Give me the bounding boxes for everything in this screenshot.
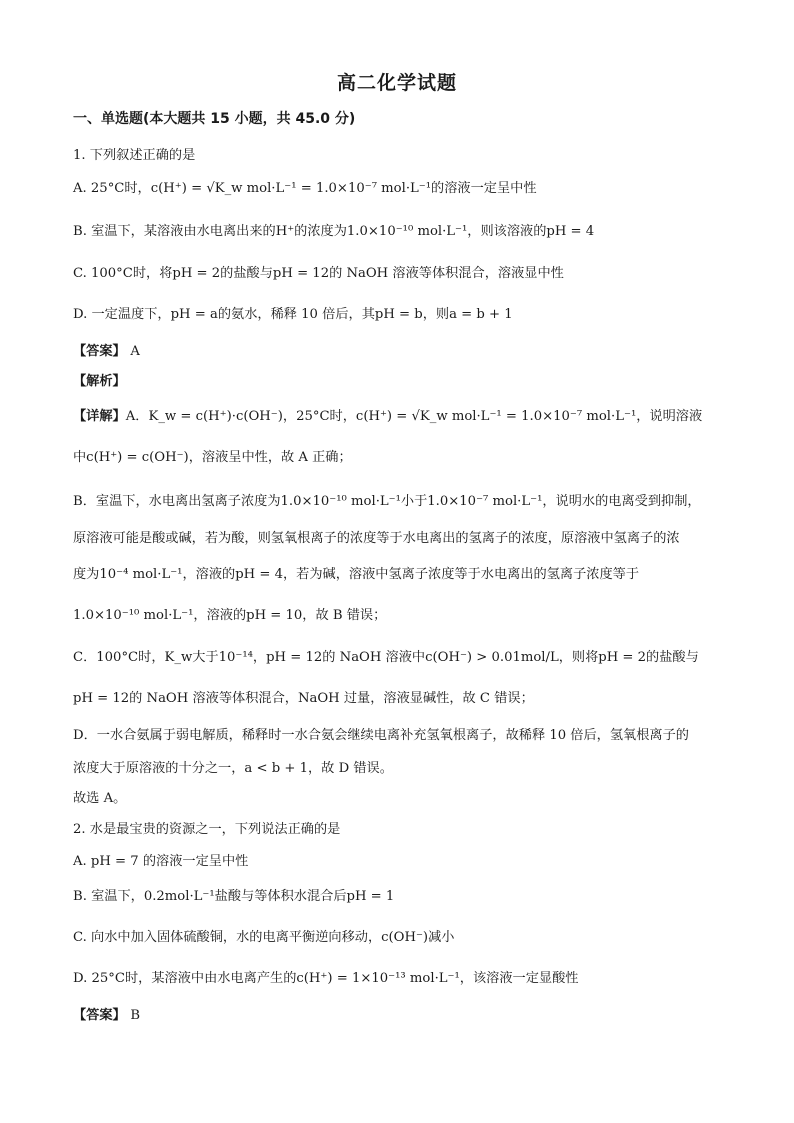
q2-option-d: D. 25°C时，某溶液中由水电离产生的c(H⁺) = 1×10⁻¹³ mol·L⁻¹，该溶液一定显酸性 (73, 971, 579, 986)
q1-detail-line-2: 中c(H⁺) = c(OH⁻)，溶液呈中性，故 A 正确； (73, 450, 352, 465)
q1-detail-line-8: pH = 12的 NaOH 溶液等体积混合，NaOH 过量，溶液显碱性，故 C 错误； (73, 691, 534, 706)
answer-label: 【答案】 (73, 1008, 126, 1023)
q1-option-b: B. 室温下，某溶液由水电离出来的H⁺的浓度为1.0×10⁻¹⁰ mol·L⁻¹，则该溶液的pH = 4 (73, 224, 595, 239)
q1-detail-line-6: 1.0×10⁻¹⁰ mol·L⁻¹，溶液的pH = 10，故 B 错误； (73, 608, 387, 623)
q1-conclusion: 故选 A。 (73, 791, 127, 806)
q1-detail-line-3: B．室温下，水电离出氢离子浓度为1.0×10⁻¹⁰ mol·L⁻¹小于1.0×10⁻⁷ mol·L⁻¹，说明水的电离受到抑制， (73, 494, 701, 509)
q1-detail-line-9: D．一水合氨属于弱电解质，稀释时一水合氨会继续电离补充氢氧根离子，故稀释 10 倍后，氢氧根离子的 (73, 728, 689, 743)
q1-detail-line-7: C．100°C时，K_w大于10⁻¹⁴，pH = 12的 NaOH 溶液中c(OH⁻) > 0.01mol/L，则将pH = 2的盐酸与 (73, 650, 699, 665)
answer-value: A (130, 344, 140, 359)
q1-option-d: D. 一定温度下，pH = a的氨水，稀释 10 倍后，其pH = b，则a = b + 1 (73, 307, 513, 322)
q1-detail-line-1 (73, 405, 702, 424)
q2-option-b: B. 室温下，0.2mol·L⁻¹盐酸与等体积水混合后pH = 1 (73, 889, 395, 904)
q1-stem: 1. 下列叙述正确的是 (73, 148, 196, 163)
q2-option-a: A. pH = 7 的溶液一定呈中性 (73, 854, 249, 869)
q1-detail-line-10: 浓度大于原溶液的十分之一，a < b + 1，故 D 错误。 (73, 761, 393, 776)
q1-analysis-label: 【解析】 (73, 374, 126, 389)
q1-option-a: A. 25°C时，c(H⁺) = √K_w mol·L⁻¹ = 1.0×10⁻⁷ mol·L⁻¹的溶液一定呈中性 (73, 181, 537, 196)
answer-value: B (130, 1008, 141, 1023)
q1-detail-line-5: 度为10⁻⁴ mol·L⁻¹，溶液的pH = 4，若为碱，溶液中氢离子浓度等于水电离出的氢离子浓度等于 (73, 567, 640, 582)
detail-label: 【详解】 (73, 409, 126, 424)
q1-detail-line-4: 原溶液可能是酸或碱，若为酸，则氢氧根离子的浓度等于水电离出的氢离子的浓度，原溶液中氢离子的浓 (73, 531, 680, 546)
answer-label: 【答案】 (73, 344, 126, 359)
q1-option-c: C. 100°C时，将pH = 2的盐酸与pH = 12的 NaOH 溶液等体积混合，溶液显中性 (73, 266, 564, 281)
section-heading: 一、单选题(本大题共 15 小题，共 45.0 分) (73, 111, 356, 127)
q2-answer (73, 1004, 140, 1023)
page-title: 高二化学试题 (336, 72, 457, 94)
q2-option-c: C. 向水中加入固体硫酸铜，水的电离平衡逆向移动，c(OH⁻)减小 (73, 930, 455, 945)
detail-text-1: A．K_w = c(H⁺)·c(OH⁻)，25°C时，c(H⁺) = √K_w mol·L⁻¹ = 1.0×10⁻⁷ mol·L⁻¹，说明溶液 (125, 409, 703, 424)
q1-answer (73, 340, 140, 359)
q2-stem: 2. 水是最宝贵的资源之一，下列说法正确的是 (73, 822, 341, 837)
